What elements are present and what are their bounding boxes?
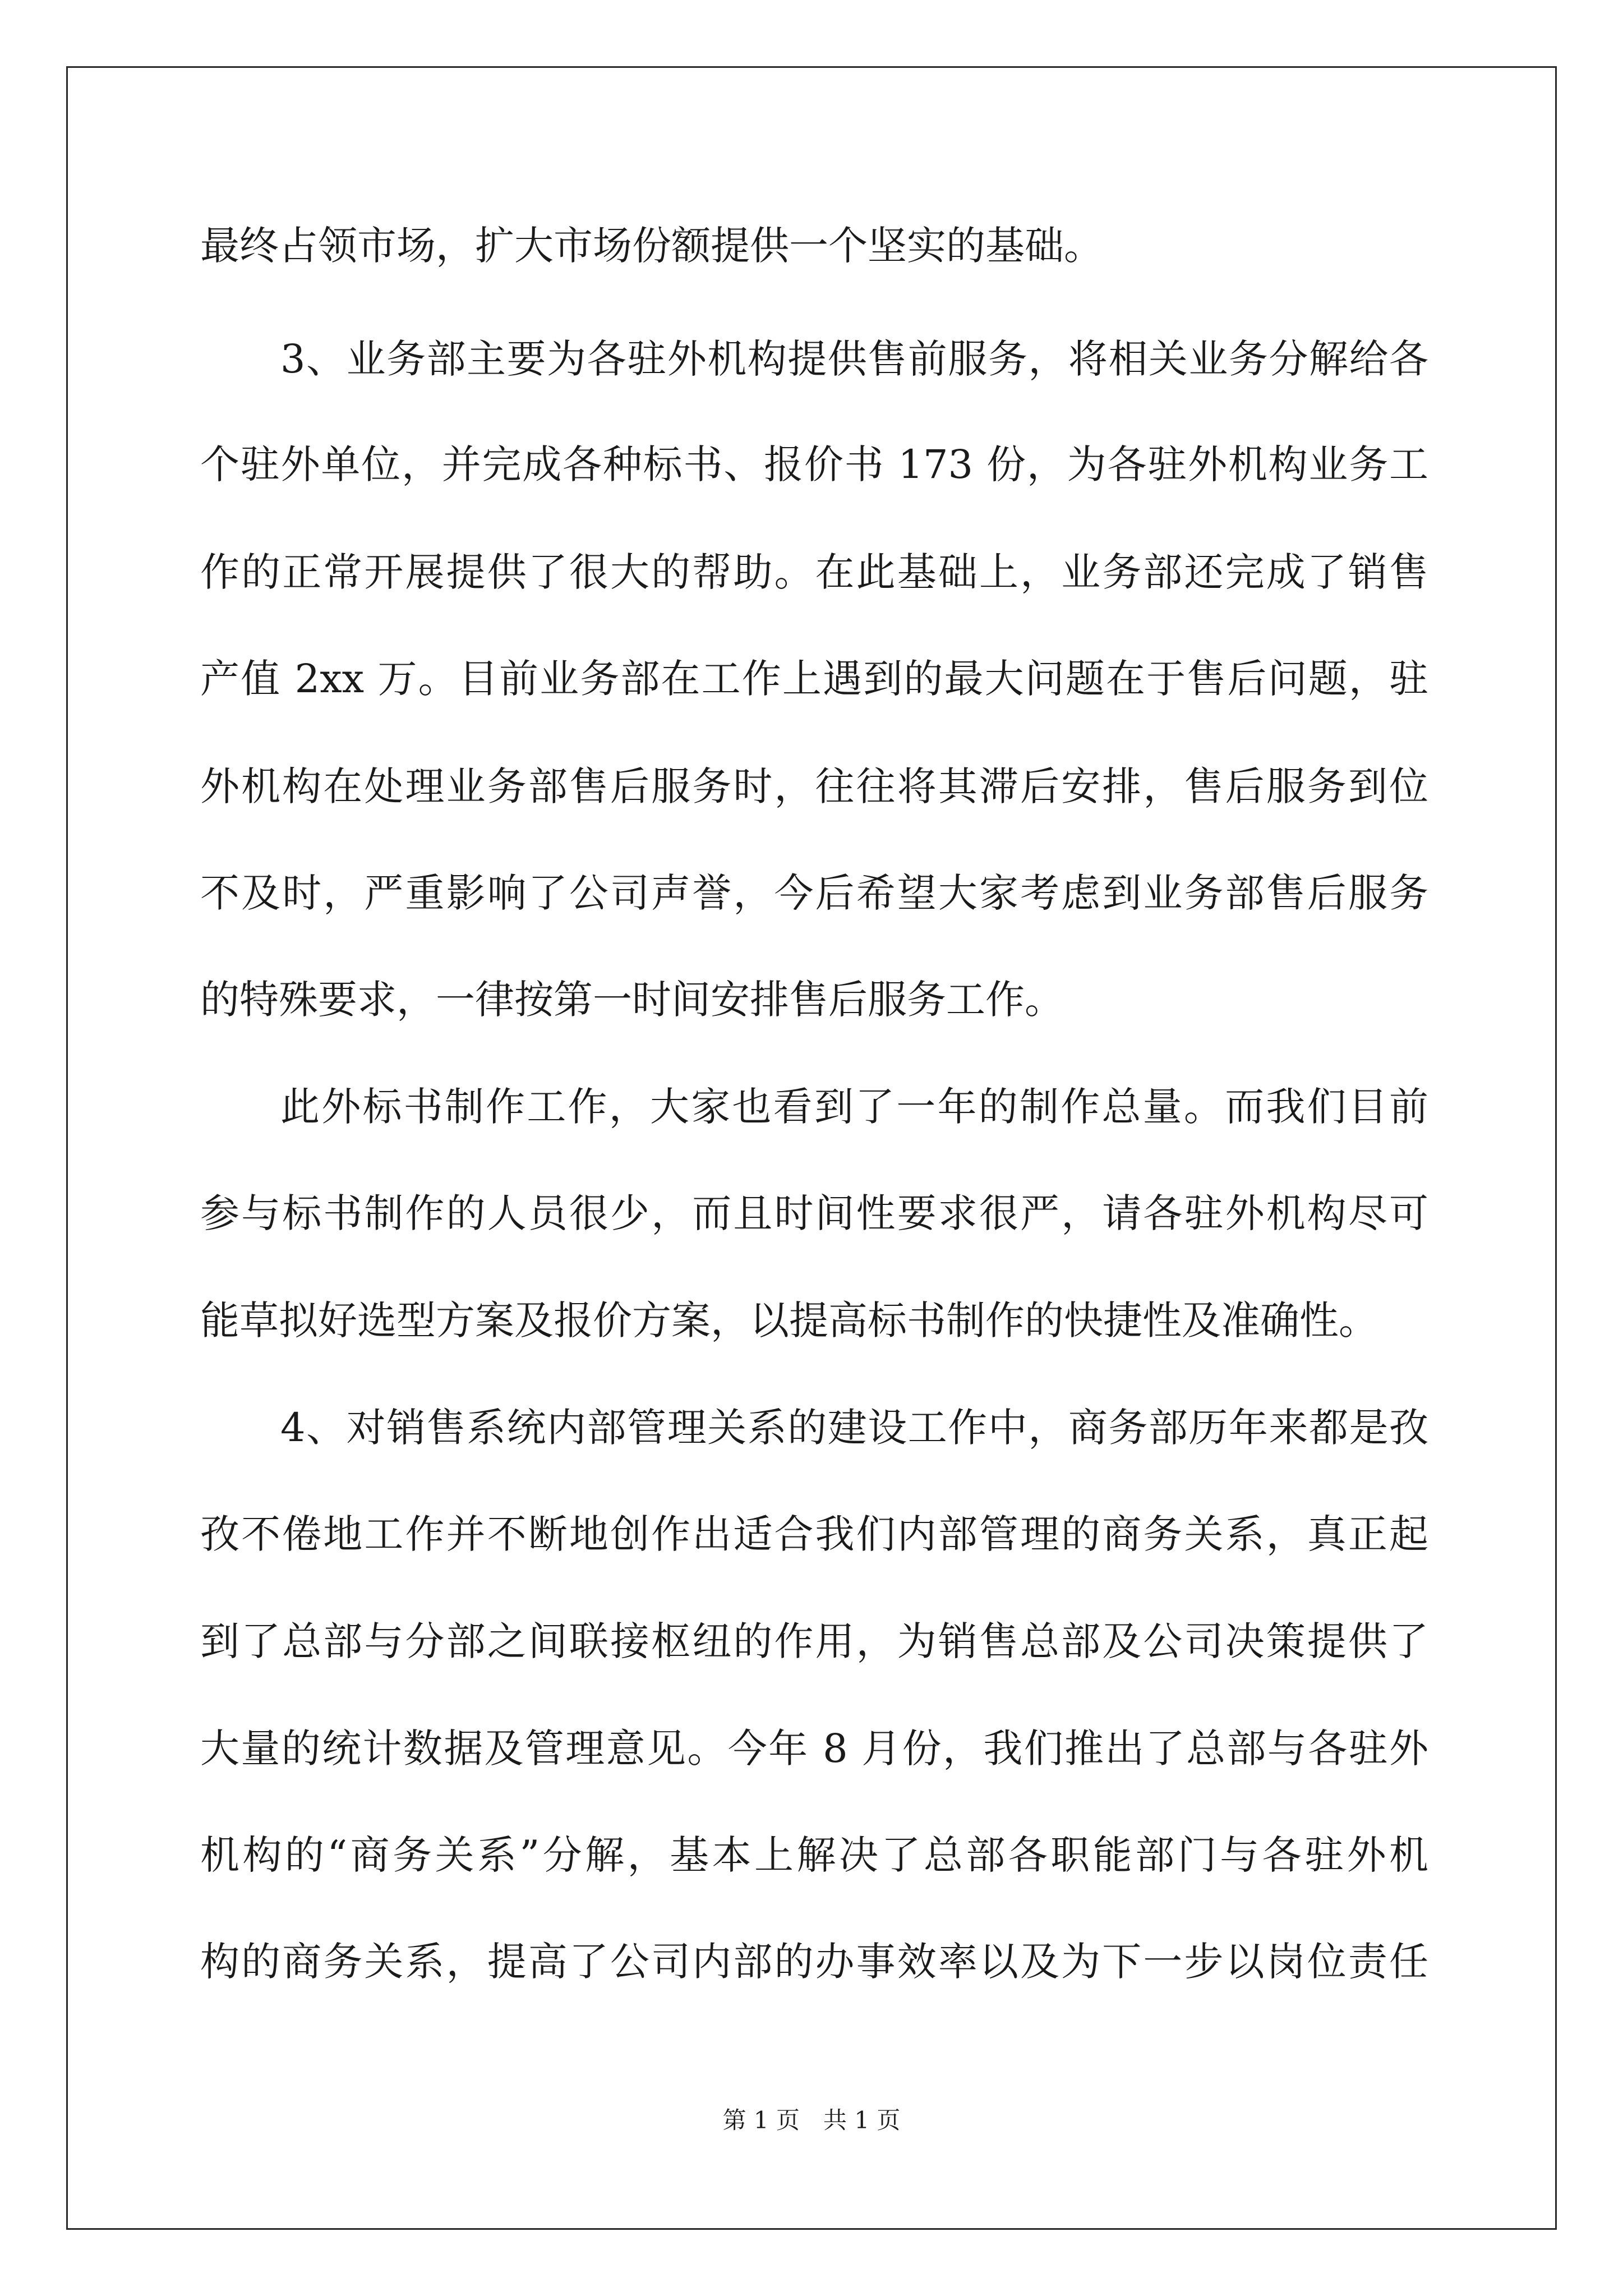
text-line: 最终占领市场，扩大市场份额提供一个坚实的基础。 <box>200 223 1103 269</box>
text-line: 产值 2xx 万。目前业务部在工作上遇到的最大问题在于售后问题，驻 <box>200 656 1428 702</box>
page-footer: 第 1 页 共 1 页 <box>722 2106 901 2134</box>
text-line: 的特殊要求，一律按第一时间安排售后服务工作。 <box>200 977 1064 1023</box>
text-line: 构的商务关系，提高了公司内部的办事效率以及为下一步以岗位责任 <box>200 1939 1428 1985</box>
page-border <box>66 66 1557 2230</box>
text-line: 能草拟好选型方案及报价方案，以提高标书制作的快捷性及准确性。 <box>200 1297 1378 1343</box>
text-line: 机构的“商务关系”分解，基本上解决了总部各职能部门与各驻外机 <box>200 1832 1428 1878</box>
text-line: 作的正常开展提供了很大的帮助。在此基础上，业务部还完成了销售 <box>200 549 1428 595</box>
text-line: 不及时，严重影响了公司声誉，今后希望大家考虑到业务部售后服务 <box>200 870 1428 916</box>
text-line: 外机构在处理业务部售后服务时，往往将其滞后安排，售后服务到位 <box>200 763 1428 809</box>
text-line: 参与标书制作的人员很少，而且时间性要求很严，请各驻外机构尽可 <box>200 1190 1428 1236</box>
text-line: 此外标书制作工作，大家也看到了一年的制作总量。而我们目前 <box>280 1084 1428 1130</box>
text-line: 个驻外单位，并完成各种标书、报价书 173 份，为各驻外机构业务工 <box>200 441 1428 487</box>
text-line: 3、业务部主要为各驻外机构提供售前服务，将相关业务分解给各 <box>280 336 1428 382</box>
text-line: 到了总部与分部之间联接枢纽的作用，为销售总部及公司决策提供了 <box>200 1618 1428 1664</box>
text-line: 大量的统计数据及管理意见。今年 8 月份，我们推出了总部与各驻外 <box>200 1726 1428 1772</box>
text-line: 4、对销售系统内部管理关系的建设工作中，商务部历年来都是孜 <box>280 1405 1428 1451</box>
text-line: 孜不倦地工作并不断地创作出适合我们内部管理的商务关系，真正起 <box>200 1511 1428 1557</box>
